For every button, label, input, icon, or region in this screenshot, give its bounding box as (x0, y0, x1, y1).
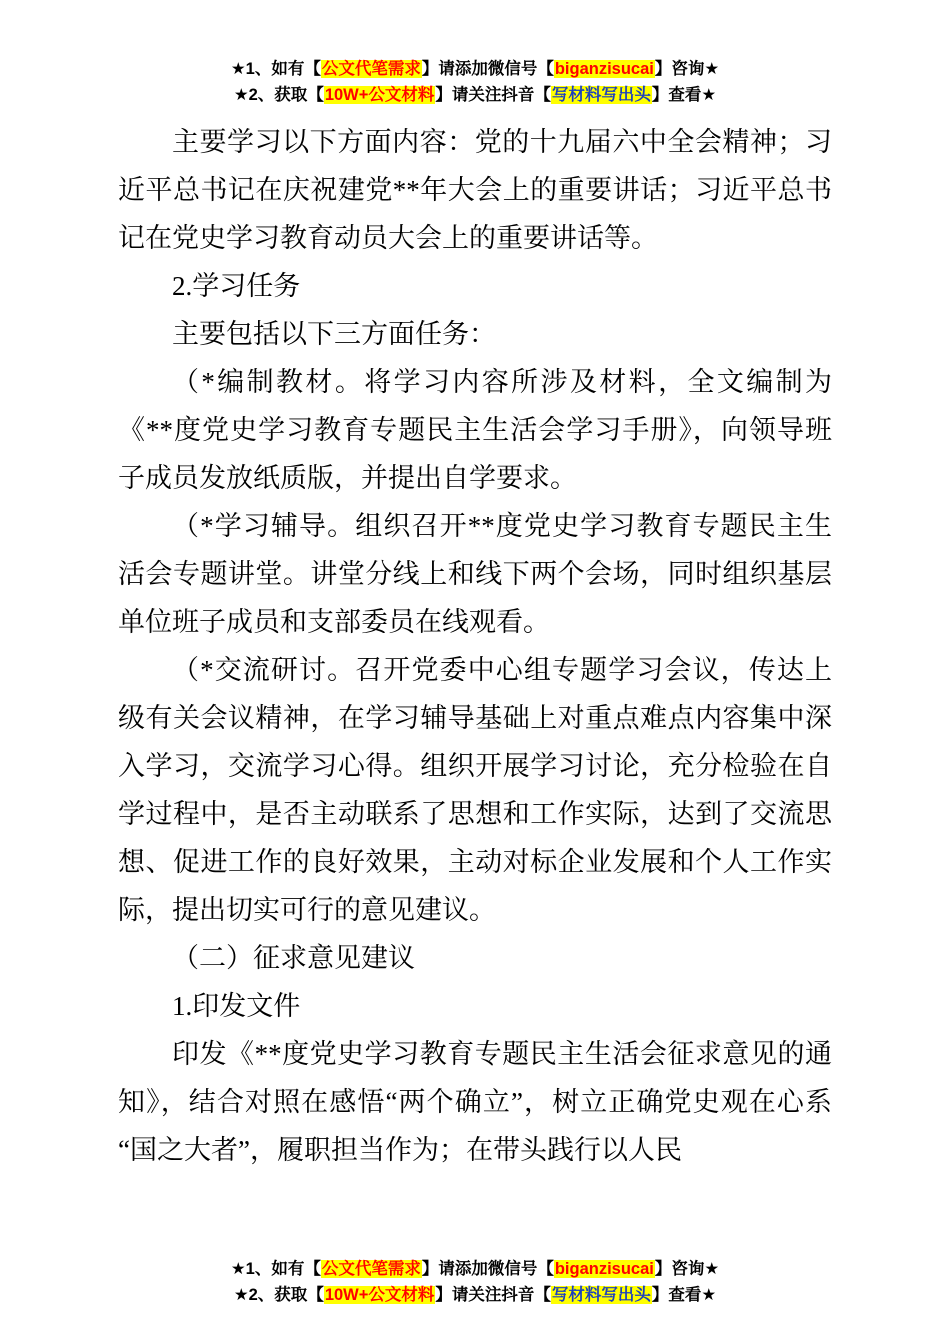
promo-bottom-line1-bracket1-close: 】 (421, 1260, 439, 1278)
promo-top-line2-bracket1-open: 【 (307, 86, 324, 104)
promo-top-line2-seg3: 查看 (668, 86, 702, 104)
promo-top-line1-bracket2-open: 【 (537, 60, 554, 78)
promo-bottom-line2-seg1: 2、获取 (248, 1286, 308, 1304)
promo-top-line1-highlight1: 公文代笔需求 (321, 60, 421, 78)
promo-bottom-line1-seg1: 1、如有 (245, 1260, 305, 1278)
promo-bottom-line1-bracket2-close: 】 (654, 1260, 672, 1278)
promo-top-line2-bracket1-close: 】 (435, 86, 452, 104)
paragraph: 主要学习以下方面内容：党的十九届六中全会精神；习近平总书记在庆祝建党**年大会上的重要讲话；习近平总书记在党史学习教育动员大会上的重要讲话等。 (118, 127, 832, 253)
star-left-icon: ★ (230, 60, 246, 78)
paragraph-heading-learning-task: 2.学习任务 (172, 271, 301, 301)
paragraph: 印发《**度党史学习教育专题民主生活会征求意见的通知》，结合对照在感悟“两个确立”，树立正确党史观在心系“国之大者”，履职担当作为；在带头践行以人民 (118, 1039, 832, 1165)
promo-bottom-line2-highlight2: 写材料写出头 (551, 1286, 651, 1304)
promo-top-line2-highlight1: 10W+公文材料 (324, 86, 435, 104)
star-left-icon: ★ (233, 1286, 249, 1304)
promo-bottom-line2-bracket2-open: 【 (534, 1286, 551, 1304)
promo-bottom-line1-highlight1: 公文代笔需求 (321, 1260, 421, 1278)
star-right-icon: ★ (704, 1260, 720, 1278)
paragraph-heading-issue-document: 1.印发文件 (172, 991, 301, 1021)
promo-banner-bottom (0, 1256, 950, 1308)
promo-top-line-1 (118, 56, 832, 82)
document-body (118, 118, 832, 1174)
paragraph-heading-opinions: （二）征求意见建议 (172, 943, 415, 973)
paragraph: （*交流研讨。召开党委中心组专题学习会议，传达上级有关会议精神，在学习辅导基础上对重点难点内容集中深入学习，交流学习心得。组织开展学习讨论，充分检验在自学过程中，是否主动联系了思想和工作实际，达到了交流思想、促进工作的良好效果，主动对标企业发展和个人工作实际，提出切实可行的意见建议。 (118, 655, 832, 925)
promo-top-line2-bracket2-close: 】 (651, 86, 669, 104)
promo-bottom-line2-highlight1: 10W+公文材料 (324, 1286, 435, 1304)
paragraph: （*学习辅导。组织召开**度党史学习教育专题民主生活会专题讲堂。讲堂分线上和线下两个会场，同时组织基层单位班子成员和支部委员在线观看。 (118, 511, 832, 637)
star-right-icon: ★ (704, 60, 720, 78)
promo-bottom-line1-seg3: 咨询 (671, 1260, 705, 1278)
paragraph: 主要包括以下三方面任务： (172, 319, 496, 349)
promo-top-line1-bracket2-close: 】 (654, 60, 672, 78)
promo-top-line1-seg3: 咨询 (671, 60, 705, 78)
promo-bottom-line1-bracket2-open: 【 (537, 1260, 554, 1278)
promo-bottom-line2-bracket1-close: 】 (435, 1286, 452, 1304)
promo-top-line-2 (118, 82, 832, 108)
star-right-icon: ★ (701, 86, 717, 104)
promo-top-line2-highlight2: 写材料写出头 (551, 86, 651, 104)
promo-bottom-line1-bracket1-open: 【 (304, 1260, 321, 1278)
promo-top-line2-seg1: 2、获取 (248, 86, 308, 104)
star-right-icon: ★ (701, 1286, 717, 1304)
promo-top-line2-seg2: 请关注抖音 (451, 86, 535, 104)
promo-top-line1-seg1: 1、如有 (245, 60, 305, 78)
promo-top-line1-bracket1-close: 】 (421, 60, 439, 78)
promo-top-line2-bracket2-open: 【 (534, 86, 551, 104)
promo-top-line1-bracket1-open: 【 (304, 60, 321, 78)
promo-bottom-line2-seg2: 请关注抖音 (451, 1286, 535, 1304)
promo-bottom-line-2 (0, 1282, 950, 1308)
paragraph: （*编制教材。将学习内容所涉及材料，全文编制为《**度党史学习教育专题民主生活会学习手册》，向领导班子成员发放纸质版，并提出自学要求。 (118, 367, 832, 493)
promo-banner-top (118, 56, 832, 108)
promo-top-line1-highlight2: biganzisucai (554, 60, 654, 78)
promo-bottom-line-1 (0, 1256, 950, 1282)
promo-top-line1-seg2: 请添加微信号 (438, 60, 538, 78)
promo-bottom-line2-bracket2-close: 】 (651, 1286, 669, 1304)
promo-bottom-line2-seg3: 查看 (668, 1286, 702, 1304)
promo-bottom-line2-bracket1-open: 【 (307, 1286, 324, 1304)
star-left-icon: ★ (233, 86, 249, 104)
promo-bottom-line1-seg2: 请添加微信号 (438, 1260, 538, 1278)
promo-bottom-line1-highlight2: biganzisucai (554, 1260, 654, 1278)
star-left-icon: ★ (230, 1260, 246, 1278)
